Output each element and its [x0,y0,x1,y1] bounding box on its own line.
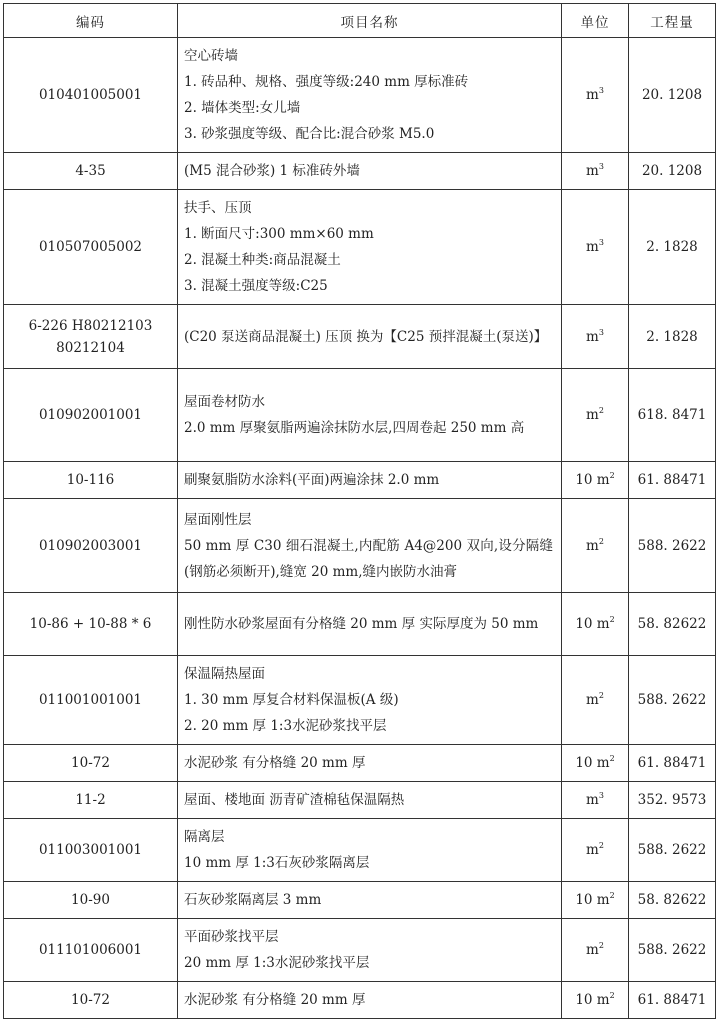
unit-base: 10 m [575,755,610,771]
item-name [178,38,562,153]
item-name-line: 空心砖墙 [184,48,238,64]
item-name-line: 2. 混凝土种类:商品混凝土 [184,252,341,268]
item-code-line: 010902001001 [38,407,143,423]
unit-base: m [586,792,599,808]
unit-base: 10 m [575,472,610,488]
item-quantity: 2. 1828 [629,190,716,305]
unit-exponent: 2 [609,891,615,900]
header-unit: 单位 [562,4,629,38]
item-quantity: 58. 82622 [629,882,716,919]
item-code [4,982,178,1019]
unit-base: m [586,407,599,423]
item-unit [562,656,629,745]
item-code-line: 80212104 [56,339,125,356]
item-code [4,305,178,369]
item-unit [562,919,629,982]
header-name: 项目名称 [178,4,562,38]
item-name-line: 屋面刚性层 [184,511,252,528]
item-code [4,462,178,499]
quantity-table-wrapper [3,3,716,1019]
item-unit [562,38,629,153]
item-name [178,982,562,1019]
unit-base: m [586,163,599,179]
unit-base: m [586,87,599,103]
item-unit [562,593,629,656]
unit-exponent: 2 [609,471,615,480]
unit-exponent: 2 [598,841,604,850]
item-unit [562,819,629,882]
item-name [178,819,562,882]
item-code-line: 11-2 [75,792,106,808]
unit-exponent: 2 [598,941,604,950]
table-row [4,38,716,153]
table-row [4,499,716,593]
item-code [4,499,178,593]
item-name [178,305,562,369]
item-code [4,745,178,782]
item-unit [562,982,629,1019]
item-unit [562,153,629,190]
item-name-line: 保温隔热屋面 [184,666,265,682]
item-unit [562,462,629,499]
item-quantity: 20. 1208 [629,153,716,190]
table-row [4,745,716,782]
item-unit [562,305,629,369]
unit-exponent: 2 [609,754,615,763]
item-quantity: 588. 2622 [629,919,716,982]
table-row [4,190,716,305]
table-row [4,782,716,819]
item-name-line: 屋面、楼地面 沥青矿渣棉毡保温隔热 [184,792,405,808]
unit-exponent: 2 [609,991,615,1000]
header-qty: 工程量 [629,4,716,38]
item-name [178,153,562,190]
item-name-line: 2. 20 mm 厚 1:3水泥砂浆找平层 [184,718,387,734]
table-row [4,919,716,982]
unit-base: m [586,692,599,708]
item-name-line: 水泥砂浆 有分格缝 20 mm 厚 [184,992,366,1008]
item-code-line: 10-72 [71,755,110,771]
unit-exponent: 2 [598,406,604,415]
table-row [4,153,716,190]
unit-base: 10 m [575,992,610,1008]
unit-exponent: 3 [598,327,604,337]
item-name-line: 刚性防水砂浆屋面有分格缝 20 mm 厚 实际厚度为 50 mm [184,616,539,632]
item-code-line: 10-90 [71,892,110,908]
unit-base: 10 m [575,892,610,908]
item-code-line: 4-35 [75,163,106,179]
item-name-line: 3. 砂浆强度等级、配合比:混合砂浆 M5.0 [184,126,435,142]
item-quantity: 61. 88471 [629,745,716,782]
table-row [4,369,716,462]
item-unit [562,499,629,593]
item-code-line: 010507005002 [38,239,143,255]
item-unit [562,782,629,819]
quantity-table [3,3,716,1019]
item-quantity: 588. 2622 [629,656,716,745]
item-code-line: 10-116 [66,472,115,488]
item-quantity: 588. 2622 [629,499,716,593]
item-name [178,462,562,499]
unit-base: m [586,239,599,255]
unit-exponent: 3 [598,791,604,800]
item-code-line: 010902003001 [38,537,143,554]
item-name-line: 平面砂浆找平层 [184,929,279,945]
item-name-line: (M5 混合砂浆) 1 标准砖外墙 [184,163,360,179]
item-code-line: 10-72 [71,992,110,1008]
item-name-line: 1. 断面尺寸:300 mm×60 mm [184,226,374,242]
item-code [4,369,178,462]
unit-exponent: 2 [598,536,604,546]
item-quantity: 618. 8471 [629,369,716,462]
unit-exponent: 2 [598,691,604,700]
item-code [4,593,178,656]
item-code-line: 011001001001 [38,692,143,708]
item-code-line: 011101006001 [38,942,143,958]
item-code [4,819,178,882]
item-quantity: 20. 1208 [629,38,716,153]
unit-base: m [586,942,599,958]
item-quantity: 61. 88471 [629,462,716,499]
item-name-line: 20 mm 厚 1:3水泥砂浆找平层 [184,955,370,971]
item-code [4,882,178,919]
item-unit [562,882,629,919]
unit-base: m [586,842,599,858]
table-row [4,305,716,369]
item-code [4,656,178,745]
item-name-line: 石灰砂浆隔离层 3 mm [184,892,322,908]
unit-base: m [586,537,599,554]
item-name-line: 3. 混凝土强度等级:C25 [184,278,328,294]
table-row [4,819,716,882]
item-name [178,782,562,819]
item-code [4,153,178,190]
item-unit [562,745,629,782]
table-row [4,882,716,919]
unit-base: 10 m [575,616,610,632]
item-name-line: 屋面卷材防水 [184,394,265,410]
table-row [4,462,716,499]
unit-exponent: 3 [598,162,604,171]
item-quantity: 352. 9573 [629,782,716,819]
item-name-line: 2.0 mm 厚聚氨脂两遍涂抹防水层,四周卷起 250 mm 高 [184,420,525,436]
table-row [4,982,716,1019]
item-name-line: (C20 泵送商品混凝土) 压顶 换为【C25 预拌混凝土(泵送)】 [184,328,548,345]
table-row [4,593,716,656]
item-name-line: 隔离层 [184,829,225,845]
item-quantity: 61. 88471 [629,982,716,1019]
header-code: 编码 [4,4,178,38]
item-name-line: 10 mm 厚 1:3石灰砂浆隔离层 [184,855,370,871]
unit-exponent: 2 [609,615,615,624]
item-name-line: 2. 墙体类型:女儿墙 [184,100,301,116]
item-name [178,882,562,919]
item-quantity: 58. 82622 [629,593,716,656]
item-name-line: 1. 砖品种、规格、强度等级:240 mm 厚标准砖 [184,74,469,90]
item-code-line: 10-86 + 10-88 * 6 [29,616,152,632]
item-name [178,919,562,982]
unit-exponent: 3 [598,238,604,247]
item-name [178,656,562,745]
item-unit [562,190,629,305]
unit-base: m [586,328,599,345]
item-code [4,782,178,819]
item-name-line: 50 mm 厚 C30 细石混凝土,内配筋 A4@200 双向,设分隔缝(钢筋必须断开),缝宽 20 mm,缝内嵌防水油膏 [184,537,553,580]
item-name [178,499,562,593]
item-code-line: 6-226 H80212103 [28,317,153,334]
item-name [178,369,562,462]
table-row [4,656,716,745]
header-row [4,4,716,38]
item-name-line: 扶手、压顶 [184,200,252,216]
item-code [4,38,178,153]
item-code-line: 010401005001 [38,87,143,103]
item-code [4,190,178,305]
item-name-line: 水泥砂浆 有分格缝 20 mm 厚 [184,755,366,771]
item-name-line: 刷聚氨脂防水涂料(平面)两遍涂抹 2.0 mm [184,472,440,488]
item-quantity: 2. 1828 [629,305,716,369]
item-quantity: 588. 2622 [629,819,716,882]
unit-exponent: 3 [598,86,604,95]
item-name-line: 1. 30 mm 厚复合材料保温板(A 级) [184,692,399,708]
item-name [178,593,562,656]
item-code [4,919,178,982]
item-unit [562,369,629,462]
item-code-line: 011003001001 [38,842,143,858]
item-name [178,190,562,305]
item-name [178,745,562,782]
